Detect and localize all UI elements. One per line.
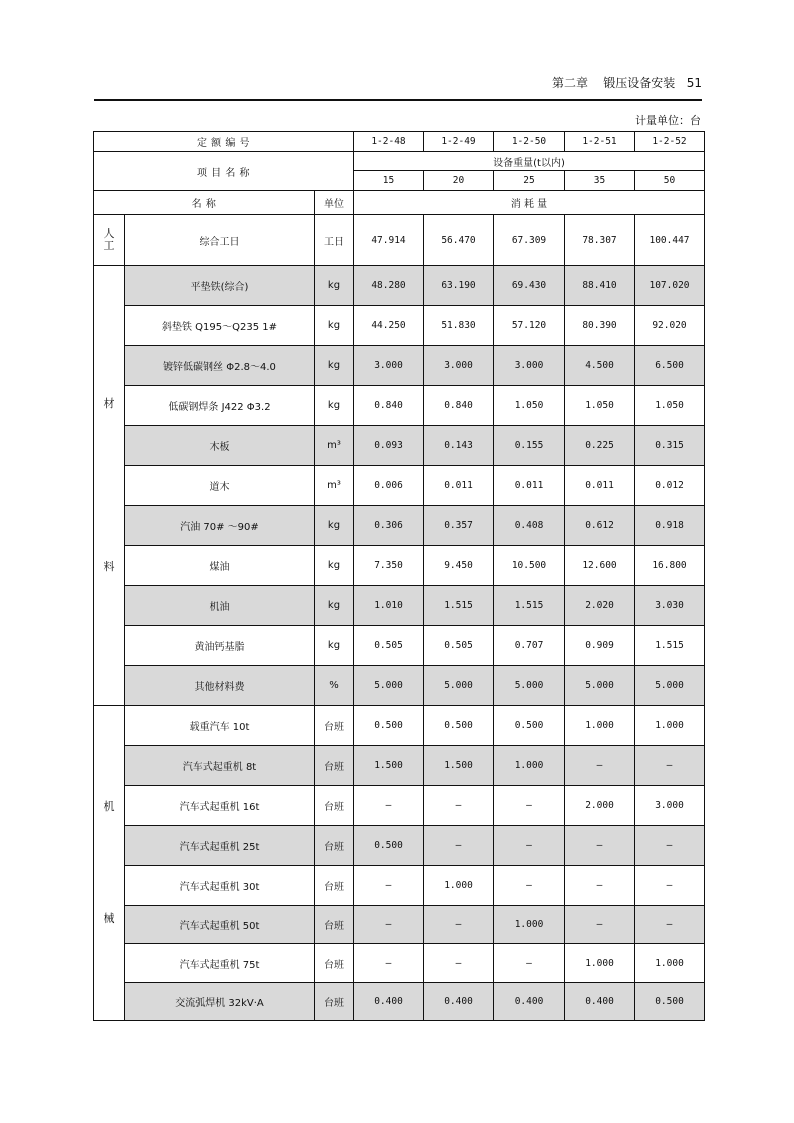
weight-value: 15 — [354, 171, 424, 191]
materials-row — [94, 306, 705, 346]
consumption-value: 3.030 — [635, 586, 705, 626]
resource-name: 汽车式起重机 25t — [125, 826, 315, 866]
consumption-value: 7.350 — [354, 546, 424, 586]
materials-row — [94, 546, 705, 586]
consumption-value: — — [354, 906, 424, 944]
consumption-value: 1.050 — [635, 386, 705, 426]
resource-unit: 台班 — [315, 983, 354, 1021]
consumption-value: 0.011 — [565, 466, 635, 506]
consumption-value: 0.143 — [424, 426, 494, 466]
consumption-value: 4.500 — [565, 346, 635, 386]
consumption-value: 1.000 — [635, 944, 705, 983]
materials-category-label — [94, 398, 124, 572]
consumption-value: 1.000 — [635, 706, 705, 746]
machinery-row — [94, 786, 705, 826]
consumption-value: 3.000 — [635, 786, 705, 826]
consumption-value: 1.000 — [424, 866, 494, 906]
consumption-value: — — [424, 906, 494, 944]
consumption-value: 1.000 — [565, 944, 635, 983]
consumption-value: — — [635, 826, 705, 866]
resource-unit: 台班 — [315, 944, 354, 983]
resource-unit: kg — [315, 506, 354, 546]
unit-column-header: 单位 — [315, 191, 354, 215]
consumption-value: 0.500 — [354, 706, 424, 746]
consumption-value: 12.600 — [565, 546, 635, 586]
consumption-value: 5.000 — [565, 666, 635, 706]
consumption-value: — — [424, 944, 494, 983]
resource-unit: 台班 — [315, 826, 354, 866]
consumption-value: 0.400 — [424, 983, 494, 1021]
consumption-value: 6.500 — [635, 346, 705, 386]
resource-unit: 台班 — [315, 866, 354, 906]
quota-code-row — [94, 132, 705, 152]
consumption-value: 0.400 — [354, 983, 424, 1021]
resource-name: 汽车式起重机 75t — [125, 944, 315, 983]
quota-table — [93, 131, 705, 1021]
quota-code: 1-2-49 — [424, 132, 494, 152]
consumption-value: 1.010 — [354, 586, 424, 626]
category-char: 人 — [103, 226, 115, 240]
weight-value: 50 — [635, 171, 705, 191]
consumption-value: 48.280 — [354, 266, 424, 306]
resource-name: 黄油钙基脂 — [125, 626, 315, 666]
resource-unit: kg — [315, 386, 354, 426]
consumption-value: 0.918 — [635, 506, 705, 546]
resource-name: 其他材料费 — [125, 666, 315, 706]
consumption-value: 0.093 — [354, 426, 424, 466]
quota-code: 1-2-50 — [494, 132, 565, 152]
quota-code-label: 定 额 编 号 — [94, 132, 354, 152]
consumption-value: 1.000 — [494, 906, 565, 944]
consumption-value: — — [494, 866, 565, 906]
consumption-value: 69.430 — [494, 266, 565, 306]
resource-name: 汽车式起重机 50t — [125, 906, 315, 944]
consumption-value: 0.006 — [354, 466, 424, 506]
consumption-value: — — [494, 826, 565, 866]
machinery-row — [94, 706, 705, 746]
consumption-value: 67.309 — [494, 215, 565, 266]
resource-name: 综合工日 — [125, 215, 315, 266]
consumption-value: 0.840 — [424, 386, 494, 426]
category-char: 械 — [103, 912, 115, 925]
consumption-value: 0.505 — [424, 626, 494, 666]
resource-name: 汽车式起重机 16t — [125, 786, 315, 826]
materials-row — [94, 666, 705, 706]
consumption-value: 5.000 — [635, 666, 705, 706]
resource-name: 道木 — [125, 466, 315, 506]
category-char: 料 — [103, 559, 115, 573]
consumption-value: 92.020 — [635, 306, 705, 346]
resource-unit: kg — [315, 306, 354, 346]
name-column-header: 名 称 — [94, 191, 315, 215]
machinery-row — [94, 746, 705, 786]
consumption-value: — — [494, 786, 565, 826]
quota-code: 1-2-48 — [354, 132, 424, 152]
category-char: 材 — [103, 397, 115, 411]
resource-unit: m³ — [315, 426, 354, 466]
resource-unit: kg — [315, 586, 354, 626]
consumption-value: — — [635, 746, 705, 786]
machinery-category — [94, 706, 125, 1021]
chapter-title: 第二章 锻压设备安装 51 — [552, 76, 702, 90]
resource-unit: kg — [315, 346, 354, 386]
consumption-value: 1.515 — [424, 586, 494, 626]
consumption-value: 80.390 — [565, 306, 635, 346]
consumption-value: 0.306 — [354, 506, 424, 546]
machinery-row — [94, 983, 705, 1021]
consumption-value: 0.400 — [565, 983, 635, 1021]
machinery-row — [94, 906, 705, 944]
machinery-row — [94, 866, 705, 906]
consumption-value: 0.357 — [424, 506, 494, 546]
labor-category-label — [94, 228, 124, 252]
resource-name: 镀锌低碳钢丝 Φ2.8～4.0 — [125, 346, 315, 386]
labor-category — [94, 215, 125, 266]
consumption-value: — — [424, 826, 494, 866]
consumption-value: 1.500 — [354, 746, 424, 786]
weight-value: 35 — [565, 171, 635, 191]
consumption-value: 0.909 — [565, 626, 635, 666]
machinery-row — [94, 826, 705, 866]
consumption-value: 0.707 — [494, 626, 565, 666]
materials-row — [94, 506, 705, 546]
materials-row — [94, 626, 705, 666]
resource-name: 载重汽车 10t — [125, 706, 315, 746]
materials-row — [94, 386, 705, 426]
consumption-value: 5.000 — [354, 666, 424, 706]
item-name-label: 项 目 名 称 — [94, 152, 354, 191]
consumption-value: 1.515 — [494, 586, 565, 626]
materials-row — [94, 426, 705, 466]
consumption-value: 0.840 — [354, 386, 424, 426]
materials-row — [94, 466, 705, 506]
consumption-value: — — [635, 906, 705, 944]
resource-unit: 台班 — [315, 906, 354, 944]
consumption-value: 0.505 — [354, 626, 424, 666]
resource-name: 汽车式起重机 30t — [125, 866, 315, 906]
consumption-value: 100.447 — [635, 215, 705, 266]
resource-unit: kg — [315, 626, 354, 666]
resource-unit: % — [315, 666, 354, 706]
quota-code: 1-2-52 — [635, 132, 705, 152]
consumption-value: — — [565, 826, 635, 866]
consumption-value: 0.500 — [494, 706, 565, 746]
resource-unit: 台班 — [315, 786, 354, 826]
consumption-value: 0.408 — [494, 506, 565, 546]
consumption-value: 3.000 — [424, 346, 494, 386]
weight-value: 20 — [424, 171, 494, 191]
materials-row — [94, 586, 705, 626]
consumption-value: 47.914 — [354, 215, 424, 266]
materials-category — [94, 266, 125, 706]
consumption-value: 57.120 — [494, 306, 565, 346]
consumption-value: — — [635, 866, 705, 906]
consumption-value: 9.450 — [424, 546, 494, 586]
consumption-value: 0.315 — [635, 426, 705, 466]
consumption-value: 2.020 — [565, 586, 635, 626]
consumption-value: — — [565, 746, 635, 786]
consumption-value: 5.000 — [494, 666, 565, 706]
consumption-value: 0.012 — [635, 466, 705, 506]
consumption-header: 消 耗 量 — [354, 191, 705, 215]
consumption-value: 5.000 — [424, 666, 494, 706]
consumption-value: 3.000 — [494, 346, 565, 386]
consumption-value: — — [494, 944, 565, 983]
resource-name: 低碳钢焊条 J422 Φ3.2 — [125, 386, 315, 426]
resource-name: 汽油 70# ～90# — [125, 506, 315, 546]
consumption-value: — — [354, 944, 424, 983]
resource-unit: m³ — [315, 466, 354, 506]
consumption-value: 0.612 — [565, 506, 635, 546]
consumption-value: 0.500 — [424, 706, 494, 746]
consumption-value: — — [424, 786, 494, 826]
machinery-row — [94, 944, 705, 983]
resource-name: 斜垫铁 Q195～Q235 1# — [125, 306, 315, 346]
materials-row — [94, 346, 705, 386]
weight-value: 25 — [494, 171, 565, 191]
consumption-value: 0.225 — [565, 426, 635, 466]
consumption-value: 63.190 — [424, 266, 494, 306]
resource-name: 汽车式起重机 8t — [125, 746, 315, 786]
category-char: 机 — [103, 799, 115, 813]
consumption-value: 88.410 — [565, 266, 635, 306]
consumption-value: — — [565, 866, 635, 906]
weight-label: 设备重量(t以内) — [354, 152, 705, 171]
consumption-value: 0.011 — [424, 466, 494, 506]
consumption-value: 1.050 — [565, 386, 635, 426]
consumption-value: 56.470 — [424, 215, 494, 266]
resource-name: 机油 — [125, 586, 315, 626]
consumption-value: 0.011 — [494, 466, 565, 506]
consumption-value: 0.500 — [354, 826, 424, 866]
page-header — [94, 74, 702, 92]
consumption-value: 78.307 — [565, 215, 635, 266]
consumption-value: 3.000 — [354, 346, 424, 386]
consumption-value: 44.250 — [354, 306, 424, 346]
consumption-value: 10.500 — [494, 546, 565, 586]
consumption-value: 0.400 — [494, 983, 565, 1021]
resource-unit: 台班 — [315, 746, 354, 786]
consumption-value: — — [565, 906, 635, 944]
resource-name: 煤油 — [125, 546, 315, 586]
consumption-value: 1.500 — [424, 746, 494, 786]
consumption-value: 16.800 — [635, 546, 705, 586]
category-char: 工 — [103, 239, 115, 252]
consumption-value: 2.000 — [565, 786, 635, 826]
consumption-value: 1.000 — [565, 706, 635, 746]
header-rule — [94, 99, 702, 101]
consumption-value: 51.830 — [424, 306, 494, 346]
resource-unit: kg — [315, 266, 354, 306]
materials-row — [94, 266, 705, 306]
column-header-row — [94, 191, 705, 215]
consumption-value: 1.515 — [635, 626, 705, 666]
resource-name: 平垫铁(综合) — [125, 266, 315, 306]
consumption-value: 0.155 — [494, 426, 565, 466]
consumption-value: 0.500 — [635, 983, 705, 1021]
weight-label-row — [94, 152, 705, 171]
resource-name: 木板 — [125, 426, 315, 466]
labor-row — [94, 215, 705, 266]
consumption-value: 1.050 — [494, 386, 565, 426]
resource-unit: 工日 — [315, 215, 354, 266]
resource-unit: 台班 — [315, 706, 354, 746]
consumption-value: 1.000 — [494, 746, 565, 786]
resource-unit: kg — [315, 546, 354, 586]
consumption-value: — — [354, 866, 424, 906]
resource-name: 交流弧焊机 32kV·A — [125, 983, 315, 1021]
quota-code: 1-2-51 — [565, 132, 635, 152]
consumption-value: — — [354, 786, 424, 826]
consumption-value: 107.020 — [635, 266, 705, 306]
unit-note: 计量单位：台 — [635, 114, 701, 127]
machinery-category-label — [94, 801, 124, 925]
